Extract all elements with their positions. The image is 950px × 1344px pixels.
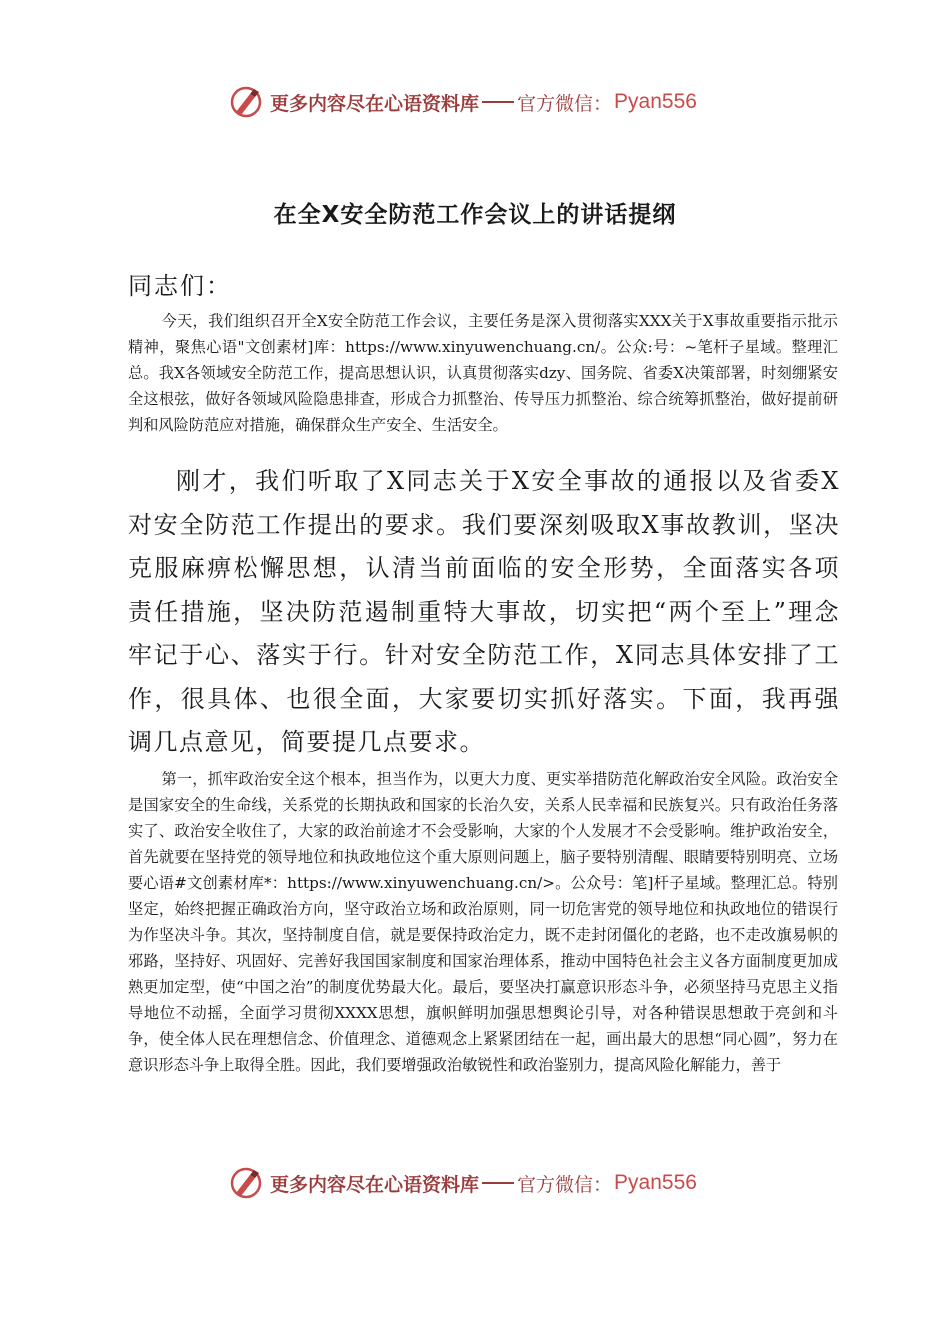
pen-logo-icon — [228, 1165, 264, 1201]
paragraph-intro: 今天，我们组织召开全X安全防范工作会议，主要任务是深入贯彻落实XXX关于X事故重要指示批示精神，聚焦心语"文创素材]库：https://www.xinyuwenchuang.cn/。公众:号：~笔杆子星域。整理汇总。我X各领域安全防范工作，提高思想认识，认真贯彻落实dzy、国务院、省委X决策部署，时刻绷紧安全这根弦，做好各领域风险隐患排查，形成合力抓整治、传导压力抓整治、综合统筹抓整治，做好提前研判和风险防范应对措施，确保群众生产安全、生活安全。 — [128, 312, 838, 434]
watermark-banner-bottom — [228, 1163, 748, 1203]
banner-contact-id: Pyan556 — [614, 90, 697, 113]
paragraph-political-security: 第一，抓牢政治安全这个根本，担当作为，以更大力度、更实举措防范化解政治安全风险。政治安全是国家安全的生命线，关系党的长期执政和国家的长治久安，关系人民幸福和民族复兴。只有政治任务落实了、政治安全收住了，大家的政治前途才不会受影响，大家的个人发展才不会受影响。维护政治安全，首先就要在坚持党的领导地位和执政地位这个重大原则问题上，脑子要特别清醒、眼睛要特别明亮、立场要心语#文创素材库*：https://www.xinyuwenchuang.cn/>。公众号：笔]杆子星域。整理汇总。特别坚定，始终把握正确政治方向，坚守政治立场和政治原则，同一切危害党的领导地位和执政地位的错误行为作坚决斗争。其次，坚持制度自信，就是要保持政治定力，既不走封闭僵化的老路，也不走改旗易帜的邪路，坚持好、巩固好、完善好我国国家制度和国家治理体系，推动中国特色社会主义各方面制度更加成熟更加定型，使“中国之治”的制度优势最大化。最后，要坚决打赢意识形态斗争，必须坚持马克思主义指导地位不动摇，全面学习贯彻XXXX思想，旗帜鲜明加强思想舆论引导，对各种错误思想敢于亮剑和斗争，使全体人民在理想信念、价值理念、道德观念上紧紧团结在一起，画出最大的思想“同心圆”，努力在意识形态斗争上取得全胜。因此，我们要增强政治敏锐性和政治鉴别力，提高风险化解能力，善于 — [128, 770, 838, 1074]
banner-dash — [482, 1182, 514, 1184]
banner-contact-label: 官方微信： — [517, 1173, 613, 1196]
banner-main-text: 更多内容尽在心语资料库 — [270, 92, 480, 115]
document-title: 在全X安全防范工作会议上的讲话提纲 — [273, 202, 677, 228]
salutation: 同志们： — [128, 272, 232, 300]
watermark-banner-top — [228, 82, 748, 122]
pen-logo-icon — [228, 84, 264, 120]
paragraph-emphasis: 刚才，我们听取了X同志关于X安全事故的通报以及省委X对安全防范工作提出的要求。我们要深刻吸取X事故教训，坚决克服麻痹松懈思想，认清当前面临的安全形势，全面落实各项责任措施，坚决防范遏制重特大事故，切实把“两个至上”理念牢记于心、落实于行。针对安全防范工作，X同志具体安排了工作，很具体、也很全面，大家要切实抓好落实。下面，我再强调几点意见，简要提几点要求。 — [128, 467, 840, 756]
banner-contact-label: 官方微信： — [517, 92, 613, 115]
banner-contact-id: Pyan556 — [614, 1171, 697, 1194]
banner-dash — [482, 101, 514, 103]
banner-main-text: 更多内容尽在心语资料库 — [270, 1173, 480, 1196]
